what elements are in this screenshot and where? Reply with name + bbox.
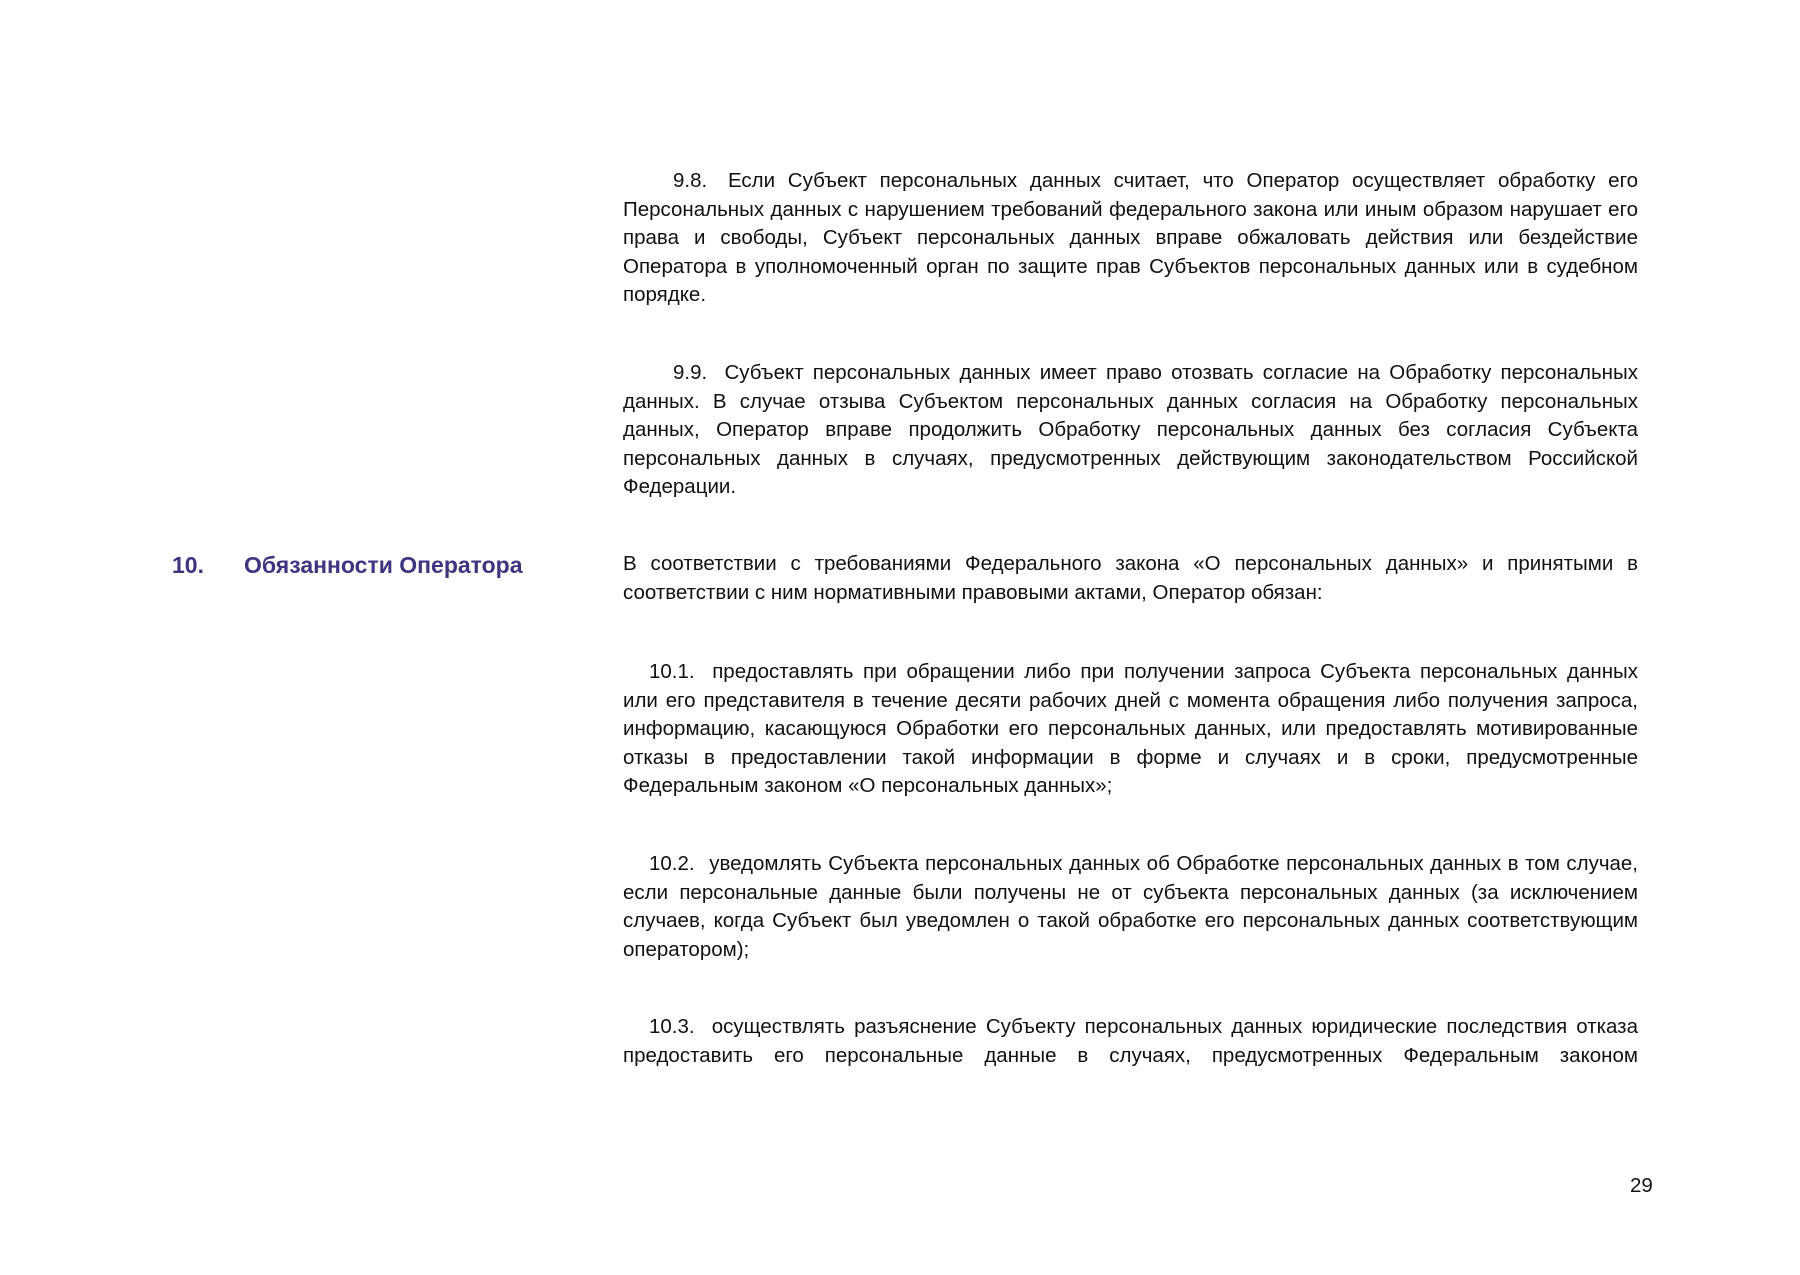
paragraph-number: 9.9.: [673, 361, 708, 384]
paragraph-number: 10.2.: [649, 852, 695, 875]
paragraph-number: 10.3.: [649, 1015, 695, 1038]
section-heading: [172, 552, 523, 579]
page-number: 29: [1630, 1174, 1653, 1197]
paragraph-text: уведомлять Субъекта персональных данных об Обработке персональных данных в том случае, если персональные данные были получены не от субъекта персональных данных (за исключением случаев, когда Субъект был уведомлен о такой обработке его персональных данных соответствующим оператором);: [623, 852, 1639, 961]
paragraph-9-9: [623, 359, 1638, 502]
section-number: 10.: [172, 552, 204, 578]
paragraph-10-3: [623, 1013, 1638, 1070]
paragraph-text: Если Субъект персональных данных считает, что Оператор осуществляет обработку его Персональных данных с нарушением требований федерального закона или иным образом нарушает его права и свободы, Субъект персональных данных вправе обжаловать действия или бездействие Оператора в уполномоченный орган по защите прав Субъектов персональных данных или в судебном порядке.: [623, 169, 1638, 306]
section-10-intro: [623, 550, 1638, 607]
section-title: Обязанности Оператора: [244, 552, 523, 578]
paragraph-text: В соответствии с требованиями Федерального закона «О персональных данных» и принятыми в соответствии с ним нормативными правовыми актами, Оператор обязан:: [623, 552, 1638, 604]
paragraph-10-1: [623, 658, 1638, 801]
paragraph-text: предоставлять при обращении либо при получении запроса Субъекта персональных данных или его представителя в течение десяти рабочих дней с момента обращения либо получения запроса, информацию, касающуюся Обработки его персональных данных, или предоставлять мотивированные отказы в предоставлении такой информации в форме и случаях и в сроки, предусмотренные Федеральным законом «О персональных данных»;: [623, 660, 1638, 797]
paragraph-text: осуществлять разъяснение Субъекту персональных данных юридические последствия отказа предоставить его персональные данные в случаях, предусмотренных Федеральным законом: [623, 1015, 1638, 1067]
paragraph-number: 10.1.: [649, 660, 695, 683]
paragraph-number: 9.8.: [673, 169, 708, 192]
paragraph-text: Субъект персональных данных имеет право отозвать согласие на Обработку персональных данных. В случае отзыва Субъектом персональных данных согласия на Обработку персональных данных, Оператор вправе продолжить Обработку персональных данных без согласия Субъекта персональных данных в случаях, предусмотренных действующим законодательством Российской Федерации.: [623, 361, 1638, 498]
paragraph-10-2: [623, 850, 1638, 964]
paragraph-9-8: [623, 167, 1638, 310]
